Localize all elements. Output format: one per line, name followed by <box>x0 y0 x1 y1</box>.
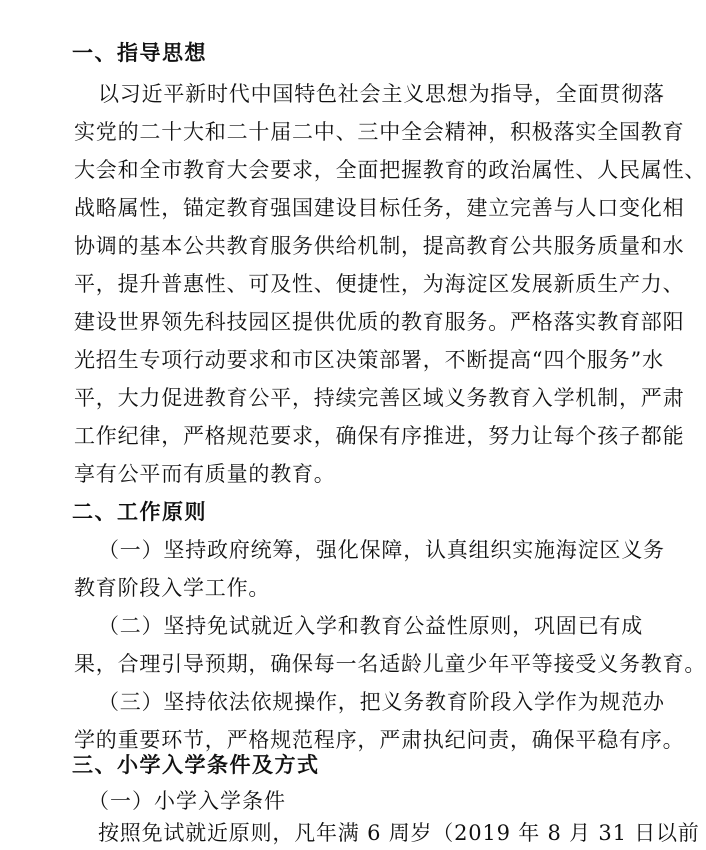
paragraph-line: 享有公平而有质量的教育。 <box>74 462 336 486</box>
paragraph-line: 平，大力促进教育公平，持续完善区域义务教育入学机制，严肃 <box>74 386 685 410</box>
paragraph-line: 协调的基本公共教育服务供给机制，提高教育公共服务质量和水 <box>74 234 685 258</box>
paragraph-line: 建设世界领先科技园区提供优质的教育服务。严格落实教育部阳 <box>74 310 685 334</box>
paragraph-line: （一）坚持政府统筹，强化保障，认真组织实施海淀区义务 <box>98 538 665 562</box>
paragraph-line: 大会和全市教育大会要求，全面把握教育的政治属性、人民属性、 <box>74 158 706 182</box>
paragraph-line: 实党的二十大和二十届二中、三中全会精神，积极落实全国教育 <box>74 120 685 144</box>
section-heading-admission-conditions: 三、小学入学条件及方式 <box>72 753 320 777</box>
paragraph-line: （二）坚持免试就近入学和教育公益性原则，巩固已有成 <box>98 614 643 638</box>
paragraph-line: 以习近平新时代中国特色社会主义思想为指导，全面贯彻落 <box>98 82 665 106</box>
paragraph-line: 果，合理引导预期，确保每一名适龄儿童少年平等接受义务教育。 <box>74 652 706 676</box>
subsection-heading: （一）小学入学条件 <box>88 789 286 813</box>
paragraph-line: （三）坚持依法依规操作，把义务教育阶段入学作为规范办 <box>98 690 665 714</box>
paragraph-line: 按照免试就近原则，凡年满 6 周岁（2019 年 8 月 31 日以前 <box>98 821 700 845</box>
paragraph-line: 学的重要环节，严格规范程序，严肃执纪问责，确保平稳有序。 <box>74 728 685 752</box>
paragraph-line: 平，提升普惠性、可及性、便捷性，为海淀区发展新质生产力、 <box>74 272 685 296</box>
section-heading-guiding-ideology: 一、指导思想 <box>72 41 207 65</box>
paragraph-line: 光招生专项行动要求和市区决策部署，不断提高“四个服务”水 <box>74 348 664 372</box>
paragraph-line: 工作纪律，严格规范要求，确保有序推进，努力让每个孩子都能 <box>74 424 685 448</box>
section-heading-work-principles: 二、工作原则 <box>72 500 207 524</box>
paragraph-line: 战略属性，锚定教育强国建设目标任务，建立完善与人口变化相 <box>74 196 685 220</box>
paragraph-line: 教育阶段入学工作。 <box>74 576 271 600</box>
